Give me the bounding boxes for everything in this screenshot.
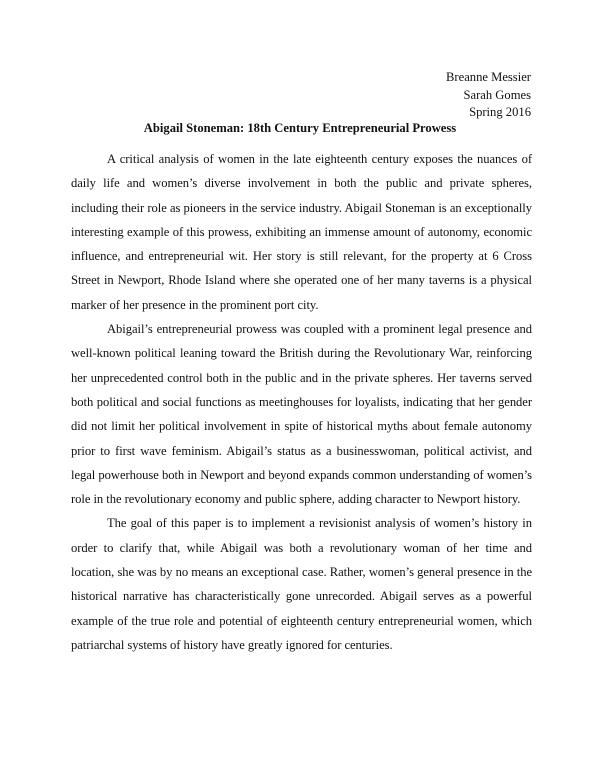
paragraph-1: A critical analysis of women in the late eighteenth century exposes the nuances of daily life and women’s diverse involvement in both the public and private spheres, including their role as pioneers in the service industry. Abigail Stoneman is an exceptionally interesting example of this prowess, exhibiting an immense amount of autonomy, economic influence, and entrepreneurial wit. Her story is still relevant, for the property at 6 Cross Street in Newport, Rhode Island where she operated one of her many taverns is a physical marker of her presence in the prominent port city. xyxy=(71,152,532,312)
body-text xyxy=(71,147,532,657)
paragraph-2: Abigail’s entrepreneurial prowess was coupled with a prominent legal presence and well-known political leaning toward the British during the Revolutionary War, reinforcing her unprecedented control both in the public and in the private spheres. Her taverns served both political and social functions as meetinghouses for loyalists, indicating that her gender did not limit her political involvement in spite of historical myths about female autonomy prior to first wave feminism. Abigail’s status as a businesswoman, political activist, and legal powerhouse both in Newport and beyond expands common understanding of women’s role in the revolutionary economy and public sphere, adding character to Newport history. xyxy=(71,322,532,507)
paragraph-3: The goal of this paper is to implement a revisionist analysis of women’s history in order to clarify that, while Abigail was both a revolutionary woman of her time and location, she was by no means an exceptional case. Rather, women’s general presence in the historical narrative has characteristically gone unrecorded. Abigail serves as a powerful example of the true role and potential of eighteenth century entrepreneurial women, which patriarchal systems of history have greatly ignored for centuries. xyxy=(71,516,532,652)
document-title: Abigail Stoneman: 18th Century Entrepreneurial Prowess xyxy=(143,121,457,135)
author-header xyxy=(446,69,531,122)
author-name-1: Breanne Messier xyxy=(446,70,531,84)
term-date: Spring 2016 xyxy=(469,105,531,119)
author-name-2: Sarah Gomes xyxy=(463,87,531,102)
